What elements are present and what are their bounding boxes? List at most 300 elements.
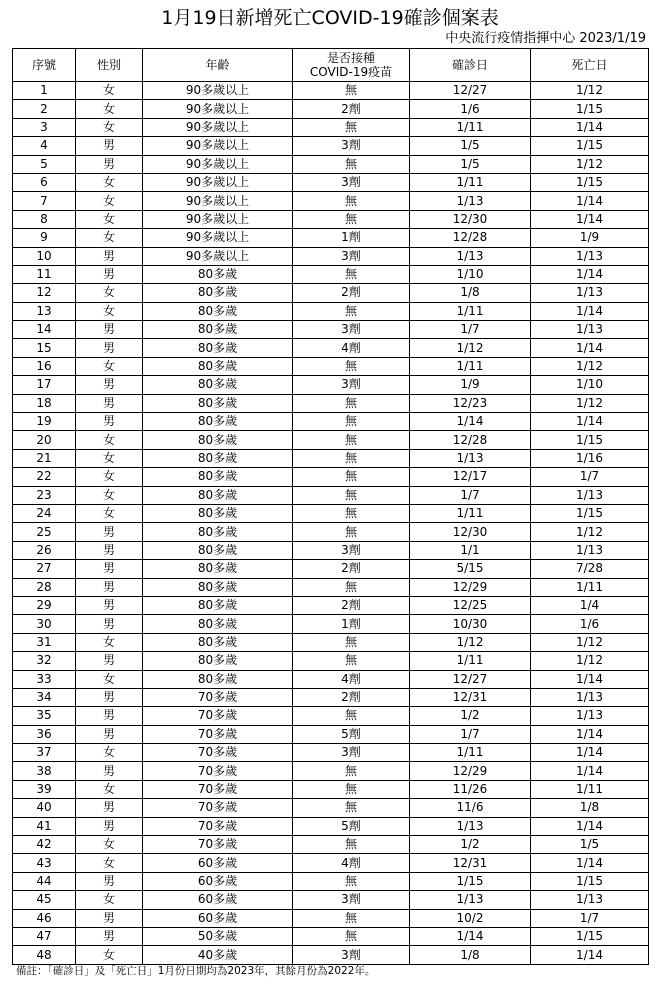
cell-death-date: 1/12 bbox=[531, 82, 649, 100]
cell-age: 80多歲 bbox=[143, 504, 293, 522]
cell-vaccine: 無 bbox=[293, 118, 410, 136]
cell-diagnosis-date: 12/27 bbox=[410, 670, 531, 688]
case-table bbox=[12, 48, 649, 965]
cell-death-date: 1/15 bbox=[531, 927, 649, 945]
cell-death-date: 1/8 bbox=[531, 799, 649, 817]
cell-serial: 41 bbox=[13, 817, 76, 835]
cell-diagnosis-date: 1/11 bbox=[410, 302, 531, 320]
cell-death-date: 1/14 bbox=[531, 118, 649, 136]
table-row bbox=[13, 780, 649, 798]
table-row bbox=[13, 210, 649, 228]
cell-age: 90多歲以上 bbox=[143, 229, 293, 247]
cell-vaccine: 3劑 bbox=[293, 946, 410, 964]
cell-diagnosis-date: 12/23 bbox=[410, 394, 531, 412]
header-age: 年齡 bbox=[143, 49, 293, 82]
cell-sex: 女 bbox=[76, 836, 143, 854]
cell-age: 80多歲 bbox=[143, 560, 293, 578]
cell-diagnosis-date: 12/31 bbox=[410, 854, 531, 872]
table-row bbox=[13, 229, 649, 247]
cell-diagnosis-date: 12/27 bbox=[410, 82, 531, 100]
cell-death-date: 1/14 bbox=[531, 265, 649, 283]
cell-serial: 45 bbox=[13, 891, 76, 909]
cell-diagnosis-date: 12/30 bbox=[410, 210, 531, 228]
cell-sex: 女 bbox=[76, 229, 143, 247]
cell-age: 90多歲以上 bbox=[143, 137, 293, 155]
cell-vaccine: 無 bbox=[293, 927, 410, 945]
cell-vaccine: 無 bbox=[293, 836, 410, 854]
cell-serial: 35 bbox=[13, 707, 76, 725]
cell-age: 70多歲 bbox=[143, 725, 293, 743]
cell-age: 90多歲以上 bbox=[143, 82, 293, 100]
cell-sex: 女 bbox=[76, 504, 143, 522]
cell-age: 80多歲 bbox=[143, 670, 293, 688]
cell-death-date: 1/13 bbox=[531, 541, 649, 559]
cell-age: 80多歲 bbox=[143, 541, 293, 559]
cell-age: 90多歲以上 bbox=[143, 100, 293, 118]
cell-death-date: 1/7 bbox=[531, 909, 649, 927]
table-row bbox=[13, 100, 649, 118]
cell-sex: 女 bbox=[76, 744, 143, 762]
cell-death-date: 1/13 bbox=[531, 891, 649, 909]
cell-age: 80多歲 bbox=[143, 321, 293, 339]
cell-serial: 27 bbox=[13, 560, 76, 578]
cell-death-date: 1/14 bbox=[531, 210, 649, 228]
cell-vaccine: 無 bbox=[293, 449, 410, 467]
cell-age: 80多歲 bbox=[143, 652, 293, 670]
cell-serial: 22 bbox=[13, 468, 76, 486]
cell-serial: 9 bbox=[13, 229, 76, 247]
header-vaccinated-line2: COVID-19疫苗 bbox=[309, 65, 393, 79]
cell-vaccine: 無 bbox=[293, 210, 410, 228]
cell-serial: 13 bbox=[13, 302, 76, 320]
cell-vaccine: 無 bbox=[293, 652, 410, 670]
cell-serial: 23 bbox=[13, 486, 76, 504]
cell-serial: 15 bbox=[13, 339, 76, 357]
cell-vaccine: 3劑 bbox=[293, 173, 410, 191]
cell-sex: 女 bbox=[76, 284, 143, 302]
header-diagnosis-date: 確診日 bbox=[410, 49, 531, 82]
cell-vaccine: 5劑 bbox=[293, 817, 410, 835]
cell-vaccine: 無 bbox=[293, 707, 410, 725]
cell-sex: 男 bbox=[76, 688, 143, 706]
cell-sex: 女 bbox=[76, 431, 143, 449]
header-vaccinated-line1: 是否接種 bbox=[326, 51, 375, 65]
cell-age: 80多歲 bbox=[143, 449, 293, 467]
cell-diagnosis-date: 1/11 bbox=[410, 504, 531, 522]
cell-death-date: 1/12 bbox=[531, 633, 649, 651]
cell-sex: 女 bbox=[76, 357, 143, 375]
cell-diagnosis-date: 1/7 bbox=[410, 725, 531, 743]
cell-serial: 39 bbox=[13, 780, 76, 798]
cell-age: 70多歲 bbox=[143, 688, 293, 706]
cell-age: 70多歲 bbox=[143, 744, 293, 762]
cell-vaccine: 3劑 bbox=[293, 321, 410, 339]
cell-death-date: 1/15 bbox=[531, 137, 649, 155]
cell-death-date: 1/16 bbox=[531, 449, 649, 467]
cell-age: 70多歲 bbox=[143, 817, 293, 835]
cell-death-date: 1/5 bbox=[531, 836, 649, 854]
cell-death-date: 1/12 bbox=[531, 652, 649, 670]
table-row bbox=[13, 118, 649, 136]
cell-diagnosis-date: 12/29 bbox=[410, 762, 531, 780]
cell-vaccine: 無 bbox=[293, 633, 410, 651]
cell-vaccine: 無 bbox=[293, 909, 410, 927]
table-row bbox=[13, 541, 649, 559]
cell-age: 60多歲 bbox=[143, 909, 293, 927]
table-row bbox=[13, 302, 649, 320]
cell-serial: 47 bbox=[13, 927, 76, 945]
cell-sex: 男 bbox=[76, 523, 143, 541]
cell-death-date: 1/11 bbox=[531, 780, 649, 798]
cell-death-date: 1/10 bbox=[531, 376, 649, 394]
cell-age: 80多歲 bbox=[143, 413, 293, 431]
cell-vaccine: 5劑 bbox=[293, 725, 410, 743]
cell-diagnosis-date: 1/12 bbox=[410, 339, 531, 357]
cell-sex: 女 bbox=[76, 468, 143, 486]
cell-death-date: 1/4 bbox=[531, 596, 649, 614]
cell-diagnosis-date: 1/14 bbox=[410, 413, 531, 431]
cell-vaccine: 3劑 bbox=[293, 744, 410, 762]
cell-vaccine: 無 bbox=[293, 872, 410, 890]
cell-diagnosis-date: 1/14 bbox=[410, 927, 531, 945]
cell-sex: 女 bbox=[76, 302, 143, 320]
table-row bbox=[13, 357, 649, 375]
cell-sex: 男 bbox=[76, 541, 143, 559]
cell-age: 60多歲 bbox=[143, 891, 293, 909]
table-row bbox=[13, 431, 649, 449]
cell-diagnosis-date: 12/25 bbox=[410, 596, 531, 614]
cell-vaccine: 3劑 bbox=[293, 247, 410, 265]
table-row bbox=[13, 652, 649, 670]
cell-serial: 32 bbox=[13, 652, 76, 670]
header-sex: 性別 bbox=[76, 49, 143, 82]
cell-vaccine: 無 bbox=[293, 155, 410, 173]
footnote: 備註：「確診日」及「死亡日」1月份日期均為2023年，其餘月份為2022年。 bbox=[16, 965, 376, 977]
cell-sex: 男 bbox=[76, 321, 143, 339]
cell-vaccine: 無 bbox=[293, 486, 410, 504]
cell-serial: 8 bbox=[13, 210, 76, 228]
cell-sex: 女 bbox=[76, 854, 143, 872]
cell-age: 90多歲以上 bbox=[143, 192, 293, 210]
cell-sex: 男 bbox=[76, 615, 143, 633]
cell-diagnosis-date: 1/13 bbox=[410, 247, 531, 265]
cell-serial: 14 bbox=[13, 321, 76, 339]
cell-vaccine: 無 bbox=[293, 523, 410, 541]
cell-age: 80多歲 bbox=[143, 376, 293, 394]
table-row bbox=[13, 394, 649, 412]
cell-death-date: 1/15 bbox=[531, 431, 649, 449]
cell-serial: 12 bbox=[13, 284, 76, 302]
cell-serial: 10 bbox=[13, 247, 76, 265]
cell-serial: 18 bbox=[13, 394, 76, 412]
cell-serial: 43 bbox=[13, 854, 76, 872]
cell-vaccine: 無 bbox=[293, 799, 410, 817]
cell-sex: 男 bbox=[76, 596, 143, 614]
cell-serial: 16 bbox=[13, 357, 76, 375]
cell-age: 90多歲以上 bbox=[143, 155, 293, 173]
cell-death-date: 1/14 bbox=[531, 762, 649, 780]
cell-diagnosis-date: 10/30 bbox=[410, 615, 531, 633]
table-row bbox=[13, 854, 649, 872]
cell-vaccine: 無 bbox=[293, 504, 410, 522]
cell-serial: 19 bbox=[13, 413, 76, 431]
table-row bbox=[13, 707, 649, 725]
cell-death-date: 1/12 bbox=[531, 155, 649, 173]
cell-vaccine: 4劑 bbox=[293, 670, 410, 688]
table-row bbox=[13, 339, 649, 357]
cell-age: 80多歲 bbox=[143, 394, 293, 412]
cell-age: 80多歲 bbox=[143, 468, 293, 486]
header-death-date: 死亡日 bbox=[531, 49, 649, 82]
cell-serial: 46 bbox=[13, 909, 76, 927]
cell-death-date: 1/14 bbox=[531, 817, 649, 835]
cell-sex: 女 bbox=[76, 449, 143, 467]
cell-sex: 男 bbox=[76, 707, 143, 725]
cell-vaccine: 2劑 bbox=[293, 596, 410, 614]
cell-serial: 28 bbox=[13, 578, 76, 596]
cell-serial: 17 bbox=[13, 376, 76, 394]
cell-serial: 48 bbox=[13, 946, 76, 964]
cell-sex: 女 bbox=[76, 173, 143, 191]
table-row bbox=[13, 504, 649, 522]
cell-diagnosis-date: 1/12 bbox=[410, 633, 531, 651]
cell-vaccine: 無 bbox=[293, 192, 410, 210]
table-row bbox=[13, 284, 649, 302]
cell-sex: 男 bbox=[76, 817, 143, 835]
header-row bbox=[13, 49, 649, 82]
table-row bbox=[13, 596, 649, 614]
cell-diagnosis-date: 1/6 bbox=[410, 100, 531, 118]
cell-diagnosis-date: 1/2 bbox=[410, 836, 531, 854]
cell-diagnosis-date: 1/13 bbox=[410, 817, 531, 835]
cell-sex: 女 bbox=[76, 633, 143, 651]
cell-age: 80多歲 bbox=[143, 431, 293, 449]
table-row bbox=[13, 376, 649, 394]
cell-diagnosis-date: 10/2 bbox=[410, 909, 531, 927]
table-header bbox=[13, 49, 649, 82]
cell-serial: 37 bbox=[13, 744, 76, 762]
cell-age: 50多歲 bbox=[143, 927, 293, 945]
cell-vaccine: 無 bbox=[293, 302, 410, 320]
cell-sex: 男 bbox=[76, 762, 143, 780]
cell-death-date: 1/12 bbox=[531, 523, 649, 541]
cell-age: 70多歲 bbox=[143, 799, 293, 817]
issuer-and-date: 中央流行疫情指揮中心 2023/1/19 bbox=[445, 31, 646, 46]
table-row bbox=[13, 173, 649, 191]
cell-death-date: 1/15 bbox=[531, 872, 649, 890]
cell-diagnosis-date: 1/7 bbox=[410, 321, 531, 339]
header-serial: 序號 bbox=[13, 49, 76, 82]
cell-serial: 34 bbox=[13, 688, 76, 706]
table-row bbox=[13, 247, 649, 265]
cell-diagnosis-date: 5/15 bbox=[410, 560, 531, 578]
cell-vaccine: 3劑 bbox=[293, 137, 410, 155]
table-row bbox=[13, 744, 649, 762]
cell-age: 70多歲 bbox=[143, 762, 293, 780]
table-row bbox=[13, 413, 649, 431]
cell-sex: 男 bbox=[76, 725, 143, 743]
cell-death-date: 1/14 bbox=[531, 192, 649, 210]
cell-death-date: 1/13 bbox=[531, 247, 649, 265]
cell-sex: 女 bbox=[76, 118, 143, 136]
cell-vaccine: 無 bbox=[293, 413, 410, 431]
cell-diagnosis-date: 1/10 bbox=[410, 265, 531, 283]
cell-diagnosis-date: 11/6 bbox=[410, 799, 531, 817]
table-row bbox=[13, 872, 649, 890]
cell-sex: 男 bbox=[76, 155, 143, 173]
table-row bbox=[13, 909, 649, 927]
cell-death-date: 1/13 bbox=[531, 707, 649, 725]
cell-vaccine: 無 bbox=[293, 357, 410, 375]
cell-sex: 男 bbox=[76, 872, 143, 890]
table-row bbox=[13, 486, 649, 504]
cell-death-date: 1/15 bbox=[531, 504, 649, 522]
cell-vaccine: 1劑 bbox=[293, 615, 410, 633]
cell-death-date: 1/13 bbox=[531, 284, 649, 302]
cell-serial: 44 bbox=[13, 872, 76, 890]
cell-serial: 20 bbox=[13, 431, 76, 449]
cell-sex: 女 bbox=[76, 210, 143, 228]
cell-sex: 男 bbox=[76, 247, 143, 265]
cell-age: 80多歲 bbox=[143, 596, 293, 614]
cell-vaccine: 3劑 bbox=[293, 376, 410, 394]
cell-age: 90多歲以上 bbox=[143, 210, 293, 228]
table-row bbox=[13, 725, 649, 743]
cell-age: 40多歲 bbox=[143, 946, 293, 964]
table-row bbox=[13, 265, 649, 283]
cell-death-date: 1/13 bbox=[531, 486, 649, 504]
table-row bbox=[13, 688, 649, 706]
cell-serial: 2 bbox=[13, 100, 76, 118]
cell-serial: 29 bbox=[13, 596, 76, 614]
cell-vaccine: 2劑 bbox=[293, 688, 410, 706]
cell-diagnosis-date: 1/11 bbox=[410, 652, 531, 670]
cell-diagnosis-date: 1/5 bbox=[410, 155, 531, 173]
cell-vaccine: 3劑 bbox=[293, 541, 410, 559]
cell-death-date: 1/14 bbox=[531, 413, 649, 431]
cell-diagnosis-date: 11/26 bbox=[410, 780, 531, 798]
cell-serial: 3 bbox=[13, 118, 76, 136]
cell-death-date: 1/12 bbox=[531, 394, 649, 412]
table-row bbox=[13, 891, 649, 909]
cell-death-date: 1/14 bbox=[531, 854, 649, 872]
cell-serial: 33 bbox=[13, 670, 76, 688]
table-row bbox=[13, 468, 649, 486]
cell-sex: 女 bbox=[76, 82, 143, 100]
cell-sex: 男 bbox=[76, 560, 143, 578]
cell-serial: 30 bbox=[13, 615, 76, 633]
cell-death-date: 1/14 bbox=[531, 946, 649, 964]
cell-death-date: 1/14 bbox=[531, 725, 649, 743]
cell-death-date: 7/28 bbox=[531, 560, 649, 578]
cell-diagnosis-date: 1/8 bbox=[410, 284, 531, 302]
cell-serial: 25 bbox=[13, 523, 76, 541]
table-row bbox=[13, 817, 649, 835]
cell-sex: 男 bbox=[76, 578, 143, 596]
cell-serial: 1 bbox=[13, 82, 76, 100]
header-vaccinated bbox=[293, 49, 410, 82]
table-row bbox=[13, 946, 649, 964]
cell-death-date: 1/14 bbox=[531, 339, 649, 357]
cell-sex: 女 bbox=[76, 780, 143, 798]
cell-death-date: 1/14 bbox=[531, 302, 649, 320]
cell-sex: 男 bbox=[76, 265, 143, 283]
cell-sex: 男 bbox=[76, 339, 143, 357]
cell-diagnosis-date: 1/9 bbox=[410, 376, 531, 394]
cell-vaccine: 無 bbox=[293, 431, 410, 449]
cell-vaccine: 2劑 bbox=[293, 284, 410, 302]
cell-serial: 5 bbox=[13, 155, 76, 173]
table-row bbox=[13, 762, 649, 780]
cell-sex: 男 bbox=[76, 799, 143, 817]
cell-age: 60多歲 bbox=[143, 854, 293, 872]
cell-vaccine: 無 bbox=[293, 578, 410, 596]
cell-death-date: 1/15 bbox=[531, 100, 649, 118]
cell-diagnosis-date: 1/13 bbox=[410, 891, 531, 909]
cell-serial: 6 bbox=[13, 173, 76, 191]
cell-diagnosis-date: 1/11 bbox=[410, 744, 531, 762]
cell-diagnosis-date: 1/8 bbox=[410, 946, 531, 964]
cell-diagnosis-date: 1/13 bbox=[410, 192, 531, 210]
cell-vaccine: 無 bbox=[293, 780, 410, 798]
table-row bbox=[13, 82, 649, 100]
table-row bbox=[13, 799, 649, 817]
cell-death-date: 1/9 bbox=[531, 229, 649, 247]
cell-vaccine: 2劑 bbox=[293, 100, 410, 118]
cell-diagnosis-date: 1/11 bbox=[410, 173, 531, 191]
page-title: 1月19日新增死亡COVID-19確診個案表 bbox=[161, 7, 499, 29]
cell-diagnosis-date: 1/2 bbox=[410, 707, 531, 725]
cell-serial: 26 bbox=[13, 541, 76, 559]
cell-sex: 男 bbox=[76, 927, 143, 945]
cell-age: 70多歲 bbox=[143, 836, 293, 854]
cell-sex: 女 bbox=[76, 891, 143, 909]
cell-vaccine: 無 bbox=[293, 265, 410, 283]
cell-serial: 38 bbox=[13, 762, 76, 780]
cell-sex: 女 bbox=[76, 946, 143, 964]
cell-death-date: 1/7 bbox=[531, 468, 649, 486]
cell-death-date: 1/15 bbox=[531, 173, 649, 191]
cell-age: 60多歲 bbox=[143, 872, 293, 890]
cell-age: 90多歲以上 bbox=[143, 173, 293, 191]
cell-diagnosis-date: 12/28 bbox=[410, 229, 531, 247]
cell-vaccine: 無 bbox=[293, 468, 410, 486]
table-row bbox=[13, 192, 649, 210]
cell-vaccine: 3劑 bbox=[293, 891, 410, 909]
cell-sex: 男 bbox=[76, 413, 143, 431]
cell-age: 80多歲 bbox=[143, 633, 293, 651]
cell-diagnosis-date: 1/11 bbox=[410, 118, 531, 136]
cell-serial: 7 bbox=[13, 192, 76, 210]
cell-serial: 40 bbox=[13, 799, 76, 817]
cell-sex: 女 bbox=[76, 100, 143, 118]
table-row bbox=[13, 137, 649, 155]
cell-age: 80多歲 bbox=[143, 615, 293, 633]
cell-age: 80多歲 bbox=[143, 284, 293, 302]
cell-death-date: 1/14 bbox=[531, 670, 649, 688]
cell-sex: 女 bbox=[76, 670, 143, 688]
cell-diagnosis-date: 12/29 bbox=[410, 578, 531, 596]
cell-vaccine: 無 bbox=[293, 394, 410, 412]
table-row bbox=[13, 560, 649, 578]
cell-death-date: 1/14 bbox=[531, 744, 649, 762]
cell-vaccine: 無 bbox=[293, 762, 410, 780]
table-row bbox=[13, 836, 649, 854]
cell-serial: 36 bbox=[13, 725, 76, 743]
cell-death-date: 1/13 bbox=[531, 321, 649, 339]
cell-diagnosis-date: 12/17 bbox=[410, 468, 531, 486]
cell-diagnosis-date: 1/15 bbox=[410, 872, 531, 890]
